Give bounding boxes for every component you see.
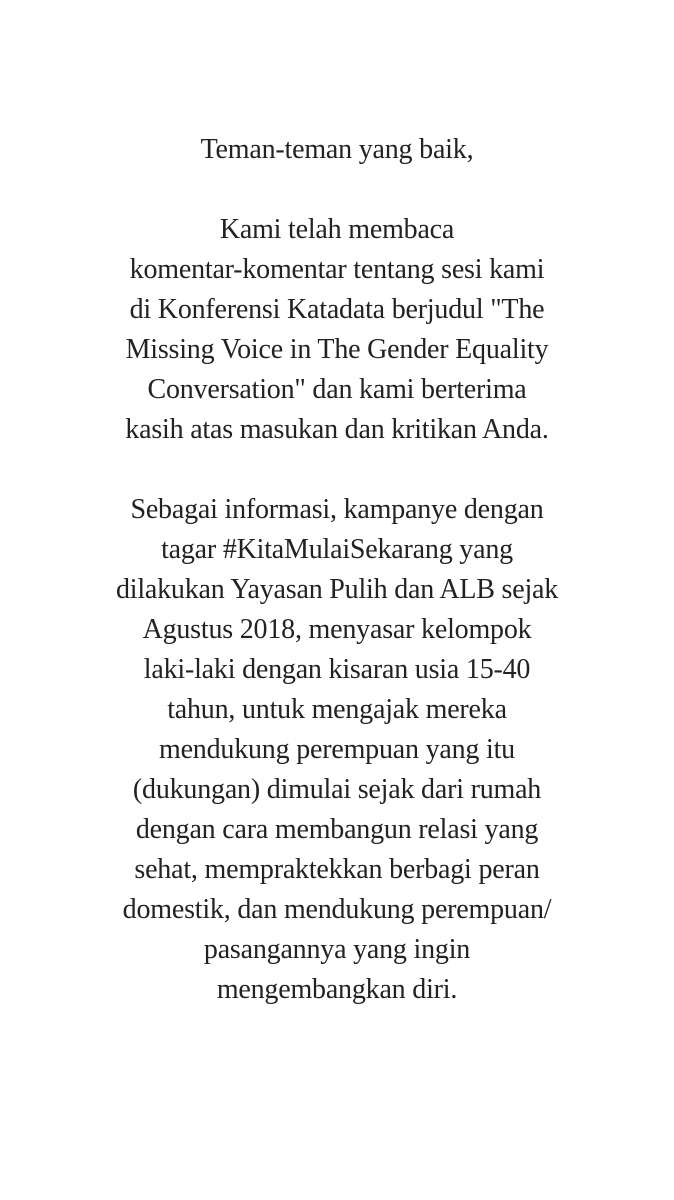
paragraph-2-line: tahun, untuk mengajak mereka [167, 694, 507, 725]
paragraph-2-line: pasangannya yang ingin [203, 934, 471, 965]
paragraph-1-line: Conversation" dan kami berterima [147, 374, 527, 405]
paragraph-2-line: domestik, dan mendukung perempuan/ [122, 894, 552, 925]
paragraph-2-line: tagar #KitaMulaiSekarang yang [161, 534, 513, 565]
paragraph-spacer [0, 450, 674, 490]
paragraph-2 [0, 490, 674, 1010]
greeting: Teman-teman yang baik, [200, 134, 474, 165]
paragraph-2-line: mengembangkan diri. [216, 974, 458, 1005]
paragraph-1-line: Kami telah membaca [219, 214, 455, 245]
paragraph-1-line: di Konferensi Katadata berjudul "The [129, 294, 545, 325]
paragraph-2-line: Agustus 2018, menyasar kelompok [142, 614, 532, 645]
paragraph-1-line: kasih atas masukan dan kritikan Anda. [125, 414, 549, 445]
paragraph-2-line: mendukung perempuan yang itu [159, 734, 515, 765]
paragraph-1 [0, 210, 674, 450]
paragraph-1-line: komentar-komentar tentang sesi kami [129, 254, 545, 285]
paragraph-2-line: laki-laki dengan kisaran usia 15-40 [143, 654, 531, 685]
paragraph-2-line: Sebagai informasi, kampanye dengan [130, 494, 544, 525]
paragraph-2-line: sehat, mempraktekkan berbagi peran [134, 854, 540, 885]
paragraph-1-line: Missing Voice in The Gender Equality [125, 334, 549, 365]
paragraph-spacer [0, 170, 674, 210]
paragraph-2-line: dilakukan Yayasan Pulih dan ALB sejak [115, 574, 559, 605]
paragraph-2-line: (dukungan) dimulai sejak dari rumah [132, 774, 542, 805]
paragraph-2-line: dengan cara membangun relasi yang [135, 814, 539, 845]
letter-text [0, 130, 674, 1010]
